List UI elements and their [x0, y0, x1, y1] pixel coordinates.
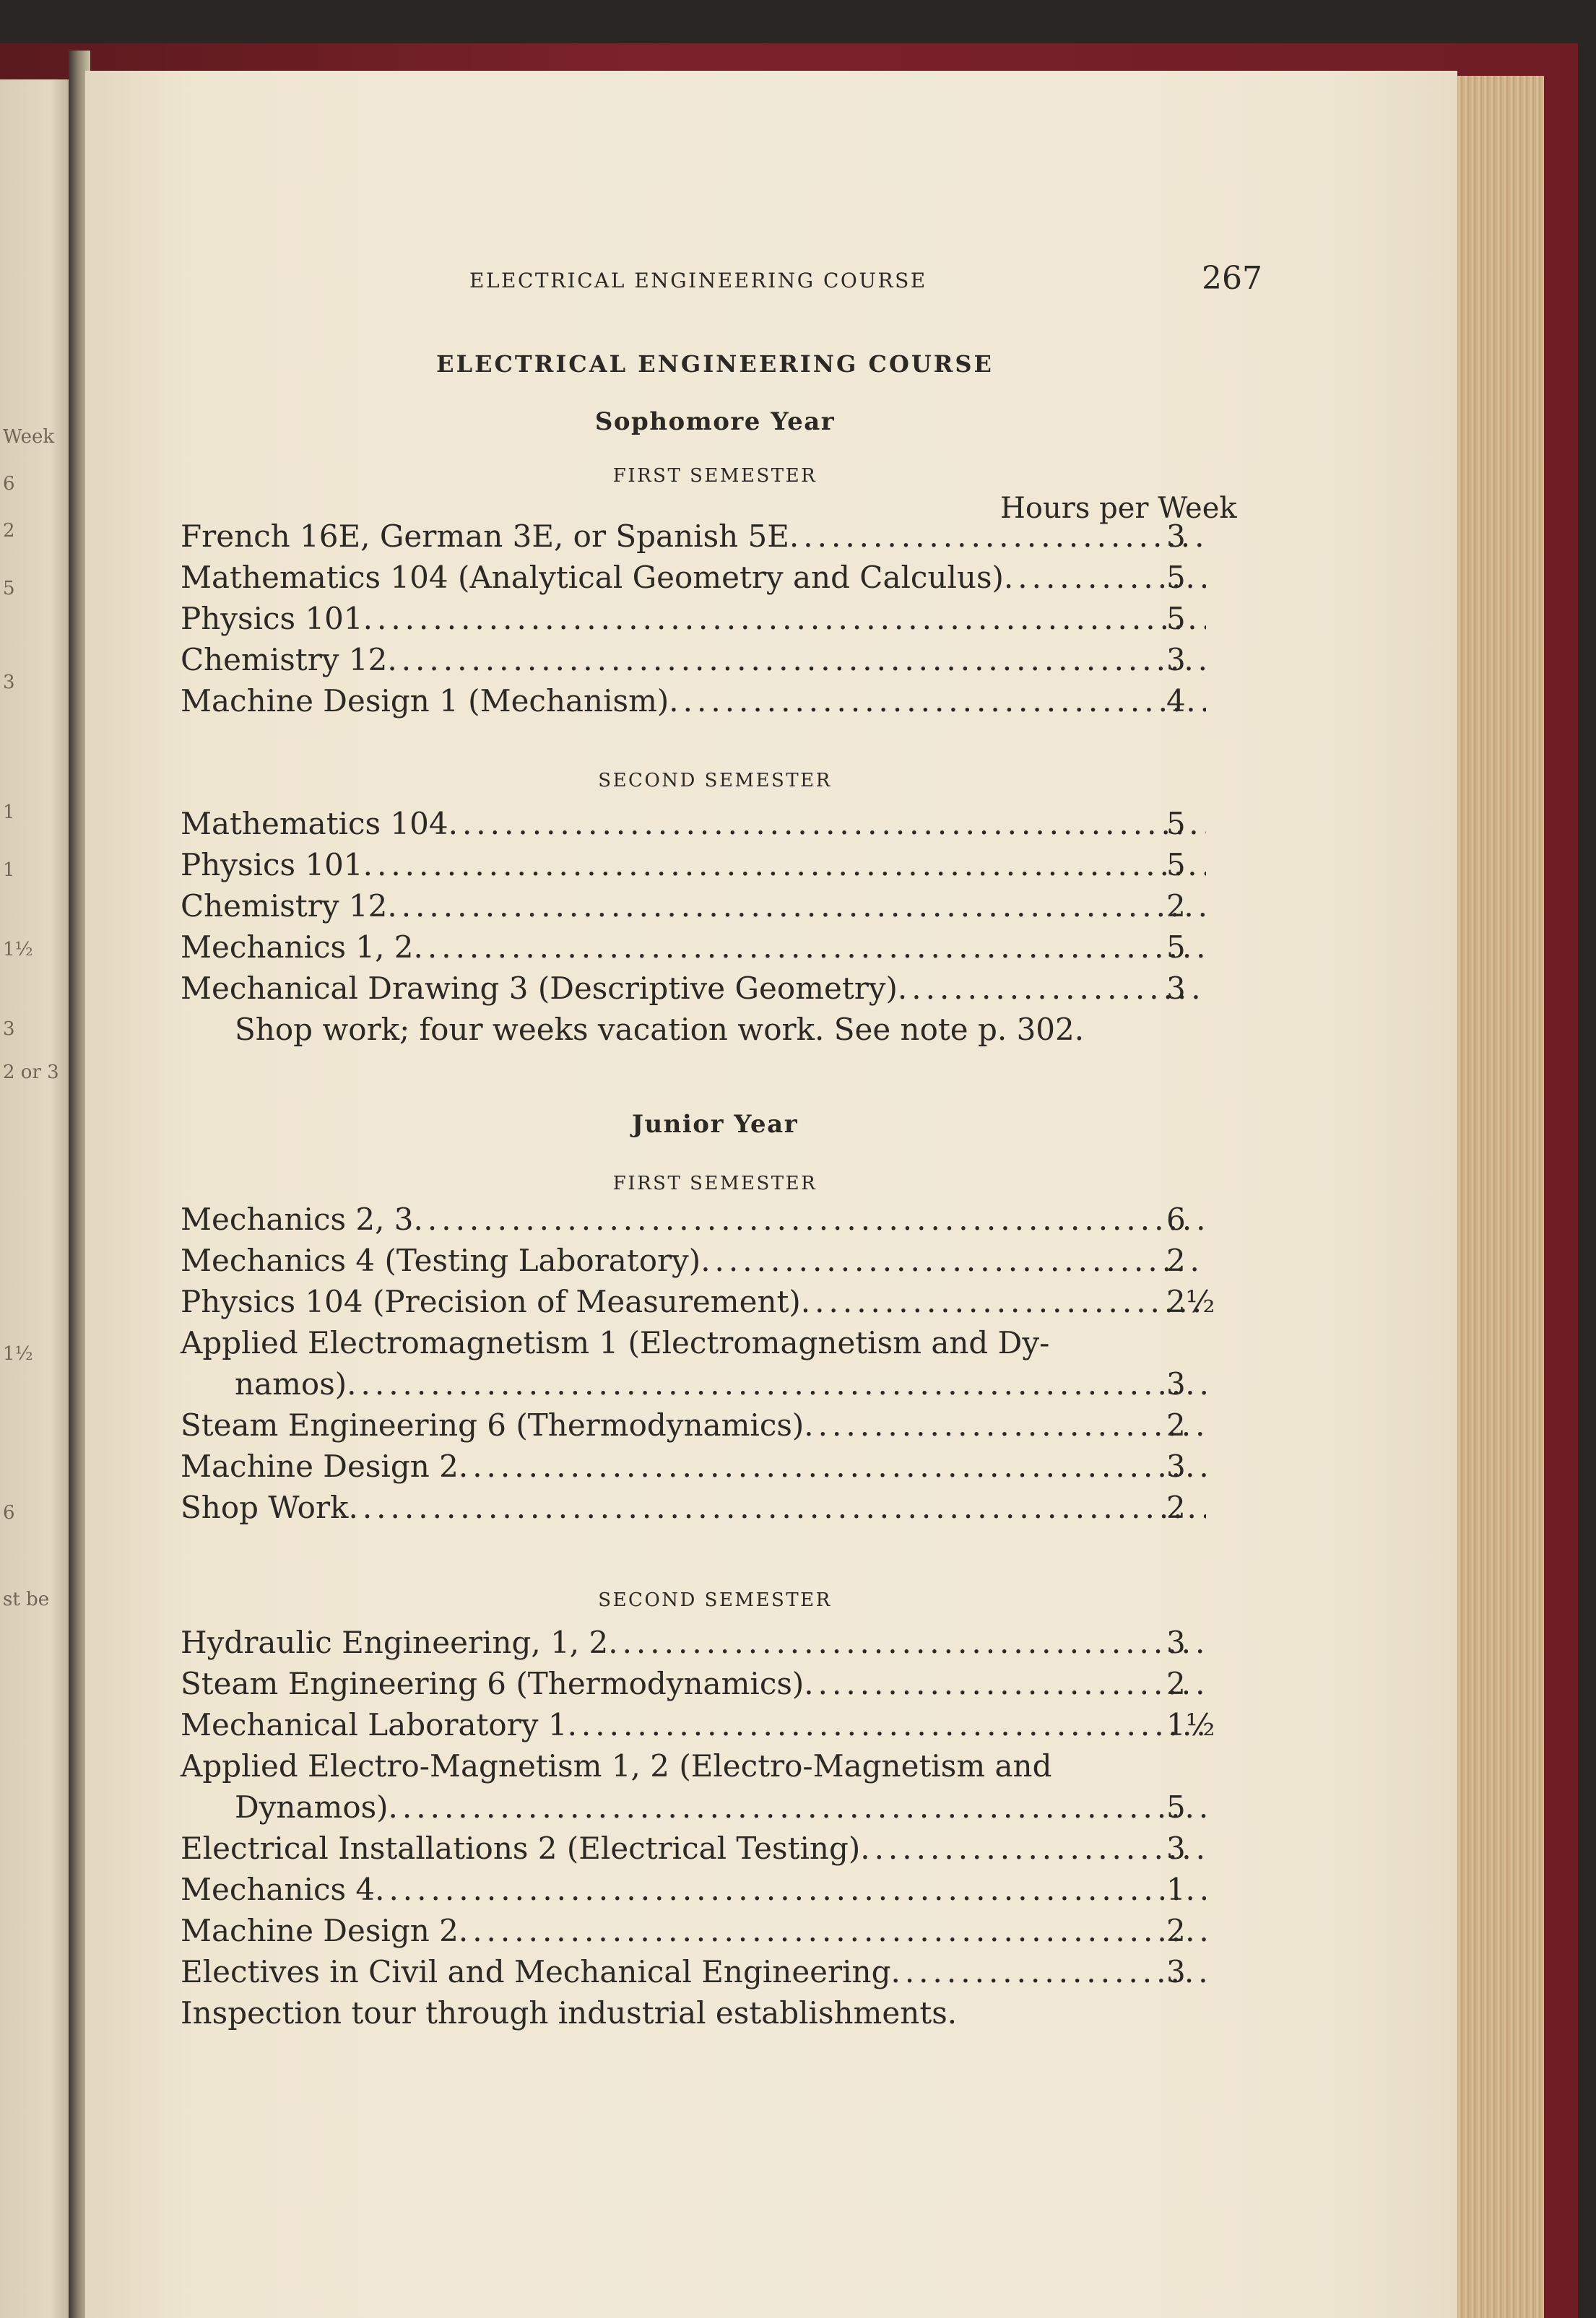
list-item: Machine Design 2 ..... 2 [181, 1910, 1206, 1952]
list-item: Physics 101 ..... 5 [181, 844, 1206, 886]
list-item: Mechanics 4 (Testing Laboratory) ..... 2 [181, 1240, 1206, 1282]
fragment: 6 [3, 1502, 15, 1524]
list-item: Mathematics 104 (Analytical Geometry and Calculus) ..... 5 [181, 557, 1206, 599]
list-item: Chemistry 12 ..... 2 [181, 885, 1206, 927]
junior-note: Inspection tour through industrial establishments. [181, 1995, 958, 2031]
list-item: Machine Design 1 (Mechanism) ..... 4 [181, 680, 1206, 722]
course-title: ELECTRICAL ENGINEERING COURSE [436, 350, 994, 378]
sophomore-second-semester-heading: SECOND SEMESTER [598, 770, 832, 791]
fragment: 1½ [3, 939, 33, 960]
list-item: Mechanics 2, 3 ..... 6 [181, 1199, 1206, 1241]
sophomore-first-semester-heading: FIRST SEMESTER [612, 465, 817, 487]
page-number: 267 [1202, 260, 1262, 297]
fragment: 5 [3, 578, 15, 599]
fragment: Week [3, 426, 55, 448]
fragment: 2 or 3 [3, 1062, 59, 1083]
page-edges [1457, 76, 1544, 2318]
fragment: 1 [3, 859, 15, 881]
fragment: 1 [3, 802, 15, 823]
list-item: namos) ..... 3 [181, 1363, 1206, 1405]
fragment: 3 [3, 672, 15, 693]
list-item: Electives in Civil and Mechanical Engineering ..... 3 [181, 1951, 1206, 1993]
list-item: Hydraulic Engineering, 1, 2 ..... 3 [181, 1622, 1206, 1664]
list-item: Mechanics 4 ..... 1 [181, 1869, 1206, 1911]
fragment: st be [3, 1589, 50, 1610]
sophomore-heading: Sophomore Year [594, 407, 836, 436]
junior-first-semester-heading: FIRST SEMESTER [612, 1173, 817, 1194]
list-item: Mechanics 1, 2 ..... 5 [181, 926, 1206, 968]
fragment: 2 [3, 520, 15, 542]
list-item: Physics 104 (Precision of Measurement) ..... 2½ [181, 1281, 1206, 1323]
list-item: Steam Engineering 6 (Thermodynamics) ..... 2 [181, 1405, 1206, 1446]
list-item: Mechanical Drawing 3 (Descriptive Geometry) ..... 3 [181, 968, 1206, 1010]
list-item-first-line: Applied Electro-Magnetism 1, 2 (Electro-Magnetism and [181, 1748, 1052, 1784]
list-item: Machine Design 2 ..... 3 [181, 1446, 1206, 1488]
previous-page-fragments [0, 404, 69, 1993]
junior-heading: Junior Year [631, 1110, 799, 1139]
running-head: ELECTRICAL ENGINEERING COURSE [469, 269, 927, 292]
fragment: 6 [3, 473, 15, 495]
list-item: French 16E, German 3E, or Spanish 5E ..... 3 [181, 516, 1206, 557]
list-item: Shop Work ..... 2 [181, 1487, 1206, 1529]
list-item: Electrical Installations 2 (Electrical Testing) ..... 3 [181, 1828, 1206, 1870]
list-item: Steam Engineering 6 (Thermodynamics) ..... 2 [181, 1663, 1206, 1705]
fragment: 3 [3, 1018, 15, 1040]
list-item: Mechanical Laboratory 1 ..... 1½ [181, 1704, 1206, 1746]
list-item: Chemistry 12 ..... 3 [181, 639, 1206, 681]
sophomore-note: Shop work; four weeks vacation work. See note p. 302. [235, 1012, 1085, 1047]
junior-second-semester-heading: SECOND SEMESTER [598, 1589, 832, 1611]
hours-per-week-header: Hours per Week [1000, 492, 1237, 525]
list-item: Dynamos) ..... 5 [181, 1787, 1206, 1828]
list-item-first-line: Applied Electromagnetism 1 (Electromagnetism and Dy- [181, 1325, 1050, 1360]
list-item: Mathematics 104 ..... 5 [181, 803, 1206, 845]
fragment: 1½ [3, 1343, 33, 1365]
list-item: Physics 101 ..... 5 [181, 598, 1206, 640]
